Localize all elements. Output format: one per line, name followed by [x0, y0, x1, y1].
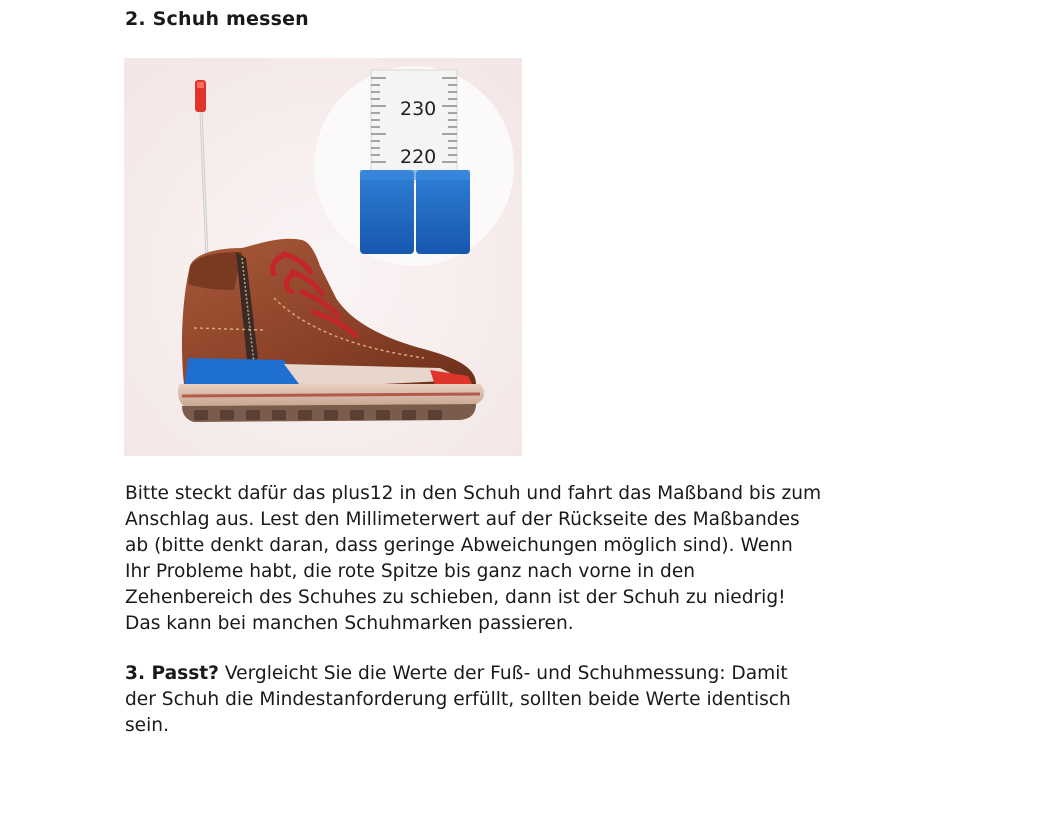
- shoe-measurement-photo: [124, 58, 522, 456]
- text-line: Das kann bei manchen Schuhmarken passieren.: [125, 613, 574, 634]
- text-line: Vergleicht Sie die Werte der Fuß- und Schuhmessung: Damit: [218, 663, 788, 684]
- text-line: Bitte steckt dafür das plus12 in den Schuh und fahrt das Maßband bis zum: [125, 483, 822, 504]
- section-heading-fits: 3. Passt?: [125, 663, 219, 684]
- text-line: der Schuh die Mindestanforderung erfüllt, sollten beide Werte identisch: [125, 689, 791, 710]
- fit-check-paragraph: [125, 661, 945, 739]
- tape-label-220: 220: [400, 146, 437, 168]
- text-line: Ihr Probleme habt, die rote Spitze bis ganz nach vorne in den: [125, 561, 696, 582]
- tape-label-230: 230: [400, 98, 437, 120]
- zoom-inset: [314, 66, 514, 266]
- text-line: ab (bitte denkt daran, dass geringe Abweichungen möglich sind). Wenn: [125, 535, 793, 556]
- measure-instructions: [125, 481, 945, 637]
- text-line: sein.: [125, 715, 169, 736]
- text-line: Zehenbereich des Schuhes zu schieben, dann ist der Schuh zu niedrig!: [125, 587, 786, 608]
- section-heading-measure-shoe: 2. Schuh messen: [125, 8, 309, 30]
- text-line: Anschlag aus. Lest den Millimeterwert auf der Rückseite des Maßbandes: [125, 509, 800, 530]
